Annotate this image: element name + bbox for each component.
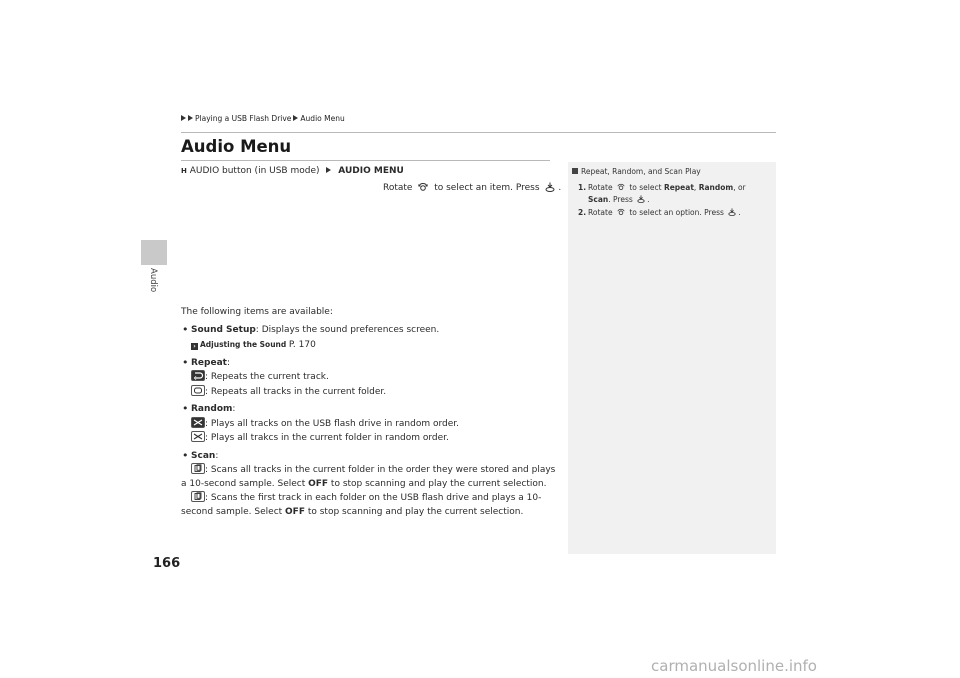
menu-path-target: AUDIO MENU xyxy=(338,166,404,176)
menu-path-button: AUDIO button (in USB mode) xyxy=(189,166,320,176)
home-icon: H xyxy=(181,167,187,175)
item-name: Repeat xyxy=(191,357,227,368)
watermark: carmanualsonline.info xyxy=(651,657,817,675)
rotate-text: to select an item. Press xyxy=(434,183,540,193)
cross-reference-link[interactable]: › Adjusting the Sound P. 170 xyxy=(191,338,561,353)
scan-all-folders-icon xyxy=(191,491,205,502)
reference-arrow-icon: › xyxy=(191,343,198,350)
breadcrumb-arrow-icon xyxy=(293,115,298,121)
rotate-text: Rotate xyxy=(383,183,413,193)
repeat-folder-icon xyxy=(191,385,205,396)
breadcrumb-link-usb[interactable]: Playing a USB Flash Drive xyxy=(195,114,292,123)
scan-folder-icon xyxy=(191,463,205,474)
list-item-random: • Random: : Plays all tracks on the USB flash drive in random order. : Plays all trakcs in the current folder in random order. xyxy=(181,403,561,446)
note-sidebar xyxy=(568,162,776,554)
random-folder-icon xyxy=(191,431,205,442)
random-all-icon xyxy=(191,417,205,428)
section-tab-label: Audio xyxy=(148,268,158,293)
breadcrumb-arrow-icon xyxy=(181,115,186,121)
intro-text: The following items are available: xyxy=(181,307,333,317)
header-divider xyxy=(181,132,776,133)
rotary-knob-icon xyxy=(617,183,625,191)
path-arrow-icon xyxy=(326,167,331,173)
item-name: Scan xyxy=(191,450,216,461)
item-name: Sound Setup xyxy=(191,324,256,335)
repeat-track-icon xyxy=(191,370,205,381)
item-name: Random xyxy=(191,404,233,414)
rotary-knob-icon xyxy=(418,182,428,192)
press-knob-icon xyxy=(637,195,645,203)
note-heading: Repeat, Random, and Scan Play xyxy=(572,167,701,176)
rotate-instruction: Rotate to select an item. Press . xyxy=(383,183,562,193)
list-item-scan: • Scan: : Scans all tracks in the current folder in the order they were stored and plays a 10-second sample. Select OFF to stop scanning and play the current selection. : Scans the first track in each folder on the USB flash drive and plays a 10- second sample. Select OFF to stop scanning and play the current selection. xyxy=(181,450,561,520)
breadcrumb xyxy=(181,114,345,123)
items-description xyxy=(181,306,561,519)
title-divider xyxy=(181,160,550,161)
note-marker-icon xyxy=(572,168,578,174)
note-step-1: 1. Rotate to select Repeat, Random, or Scan. Press . xyxy=(578,183,746,204)
menu-path xyxy=(181,166,404,176)
note-body xyxy=(578,182,768,221)
press-knob-icon xyxy=(728,208,736,216)
section-tab-marker xyxy=(141,240,167,265)
page-number: 166 xyxy=(153,556,181,571)
list-item-repeat: • Repeat: : Repeats the current track. : Repeats all tracks in the current folder. xyxy=(181,357,561,400)
rotary-knob-icon xyxy=(617,208,625,216)
page-title: Audio Menu xyxy=(181,137,292,156)
breadcrumb-arrow-icon xyxy=(188,115,193,121)
breadcrumb-current: Audio Menu xyxy=(300,114,345,123)
list-item-sound-setup: • Sound Setup: Displays the sound preferences screen. › Adjusting the Sound P. 170 xyxy=(181,324,561,353)
press-knob-icon xyxy=(545,182,555,192)
note-step-2: 2. Rotate to select an option. Press . xyxy=(578,208,741,217)
